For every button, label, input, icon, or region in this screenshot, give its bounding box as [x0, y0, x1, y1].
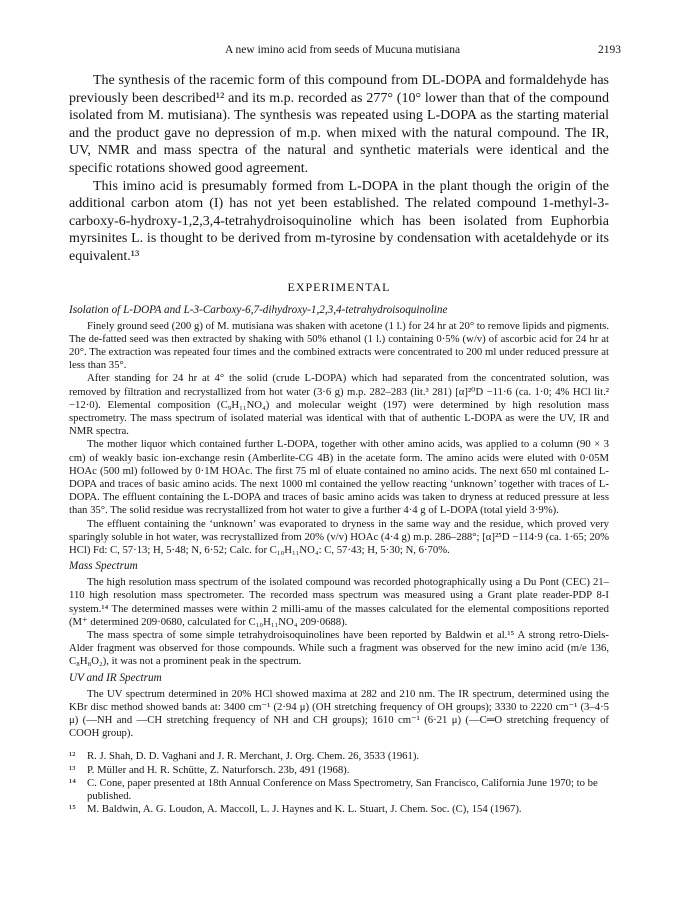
intro-paragraph-1: The synthesis of the racemic form of this compound from DL-DOPA and formaldehyde has previously been described¹² and its m.p. recorded as 277° (10° lower than that of the compound isolated from M. mutisiana). The synthesis was repeated using L-DOPA as the starting material and the product gave no depression of m.p. when mixed with the natural compound. The IR, UV, NMR and mass spectra of the natural and synthetic materials were identical and the specific rotations showed good agreement. [69, 73, 609, 176]
footnote [69, 750, 609, 763]
mass-paragraph-1: The high resolution mass spectrum of the isolated compound was recorded photographically using a Du Pont (CEC) 21–110 high resolution mass spectrometer. The recorded mass spectrum was measured using a Grant plate reader-PDP 8-I system.¹⁴ The determined masses were within 2 milli-amu of the masses calculated for the elemental compositions reported (M⁺ determined 209·0680, calculated for C₁₀H₁₁NO₄ 209·0688). [69, 576, 609, 628]
mass-paragraph-2: The mass spectra of some simple tetrahydroisoquinolines have been reported by Baldwin et al.¹⁵ A strong retro-Diels-Alder fragment was observed for those compounds. While such a fragment was observed for the new imino acid (m/e 136, C₈H₈O₂), it was not a prominent peak in the spectrum. [69, 629, 609, 668]
page-number: 2193 [598, 44, 621, 56]
footnote-number: ¹² [69, 750, 76, 763]
isolation-paragraph-3: The mother liquor which contained further L-DOPA, together with other amino acids, was applied to a column (90 × 3 cm) of weakly basic ion-exchange resin (Amberlite-CG 4B) in the acetate form. The amino acids were eluted with 0·05M HOAc (500 ml) followed by 0·1M HOAc. The first 75 ml of eluate contained no amino acids. The next 650 ml contained L-DOPA and traces of basic amino acids. The next 1000 ml contained the yellow reacting ‘unknown’ together with traces of L-DOPA. The effluent containing the L-DOPA and traces of basic amino acids was taken to dryness at reduced pressure at less than 35°. The solid residue was recrystallized from hot water to give a further 4·4 g of L-DOPA (total yield 3·9%). [69, 438, 609, 517]
uv-ir-paragraph-1: The UV spectrum determined in 20% HCl showed maxima at 282 and 210 nm. The IR spectrum, determined using the KBr disc method showed bands at: 3400 cm⁻¹ (2·94 μ) (OH stretching frequency of OH groups); 3330 to 2220 cm⁻¹ (3–4·5 μ) (—NH and —CH stretching frequency of NH and CH groups); 1610 cm⁻¹ (6·21 μ) (—C═O stretching frequency of COOH group). [69, 687, 609, 740]
footnote [69, 764, 609, 777]
running-title: A new imino acid from seeds of Mucuna mutisiana [225, 44, 461, 56]
mass-spectrum-section [69, 576, 609, 668]
section-title-uv-ir: UV and IR Spectrum [69, 671, 162, 684]
isolation-section [69, 320, 609, 558]
section-title-mass-spectrum: Mass Spectrum [69, 560, 138, 573]
intro-section [69, 72, 609, 266]
section-title-isolation: Isolation of L-DOPA and L-3-Carboxy-6,7-dihydroxy-1,2,3,4-tetrahydroisoquinoline [69, 303, 448, 316]
footnote-text: P. Müller and H. R. Schütte, Z. Naturforsch. 23b, 491 (1968). [87, 763, 350, 776]
footnote [69, 777, 609, 803]
footnote [69, 803, 609, 816]
footnote-text: C. Cone, paper presented at 18th Annual Conference on Mass Spectrometry, San Francisco, California June 1970; to be published. [87, 776, 598, 803]
isolation-paragraph-2: After standing for 24 hr at 4° the solid (crude L-DOPA) which had separated from the concentrated solution, was removed by filtration and recrystallized from hot water (3·6 g) m.p. 282–283 (lit.³ 281) [α]²⁰D −11·6 (ca. 1·0; 4% HCl lit.² −12·0). Elemental composition (C₉H₁₁NO₄) and molecular weight (197) were determined by high resolution mass spectrometry. The mass spectrum of isolated material was identical with that of authentic L-DOPA as were the UV, IR and NMR spectra. [69, 372, 609, 438]
experimental-heading: EXPERIMENTAL [287, 279, 391, 294]
intro-paragraph-2: This imino acid is presumably formed from L-DOPA in the plant though the origin of the additional carbon atom (I) has not yet been established. The related compound 1-methyl-3-carboxy-6-hydroxy-1,2,3,4-tetrahydroisoquinoline which has been isolated from Euphorbia myrsinites L. is thought to be derived from m-tyrosine by condensation with acetaldehyde or its equivalent.¹³ [69, 178, 609, 264]
isolation-paragraph-4: The effluent containing the ‘unknown’ was evaporated to dryness in the same way and the residue, which proved very sparingly soluble in hot water, was recrystallized from 20% (v/v) HOAc (4·4 g) m.p. 286–288°; [α]²⁵D −114·9 (ca. 1·65; 20% HCl) Fd: C, 57·13; H, 5·48; N, 6·52; Calc. for C₁₀H₁₁NO₄: C, 57·43; H, 5·30; N, 6·70%. [69, 517, 609, 556]
footnotes [69, 750, 609, 816]
footnote-number: ¹⁴ [69, 776, 76, 789]
uv-ir-section [69, 688, 609, 741]
isolation-paragraph-1: Finely ground seed (200 g) of M. mutisiana was shaken with acetone (1 l.) for 24 hr at 20° to remove lipids and pigments. The de-fatted seed was then extracted by shaking with 50% ethanol (1 l.) containing 0·5% (w/v) of ascorbic acid for 24 hr at 20°. The extraction was repeated four times and the combined extracts were concentrated to 200 ml under reduced pressure at less than 35°. [69, 319, 609, 372]
article-body [69, 72, 609, 816]
footnote-number: ¹³ [69, 763, 76, 776]
footnote-text: R. J. Shah, D. D. Vaghani and J. R. Merchant, J. Org. Chem. 26, 3533 (1961). [87, 750, 420, 763]
footnote-text: M. Baldwin, A. G. Loudon, A. Maccoll, L. J. Haynes and K. L. Stuart, J. Chem. Soc. (C), 154 (1967). [87, 803, 522, 816]
running-head [0, 44, 676, 60]
footnote-number: ¹⁵ [69, 803, 76, 816]
